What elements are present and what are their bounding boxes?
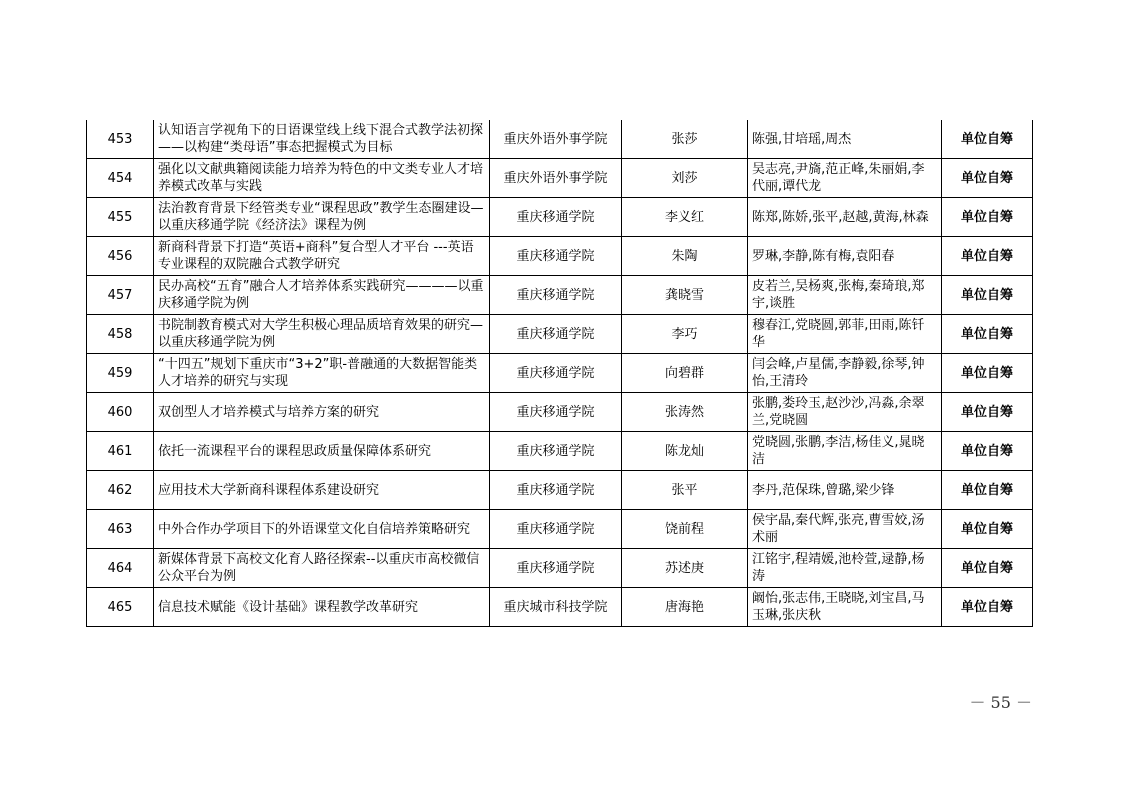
- project-title-cell: 新媒体背景下高校文化育人路径探索--以重庆市高校微信公众平台为例: [154, 549, 490, 588]
- funding-cell: 单位自筹: [942, 276, 1033, 315]
- funding-cell: 单位自筹: [942, 588, 1033, 627]
- project-title-cell: 新商科背景下打造“英语+商科”复合型人才平台 ---英语专业课程的双院融合式教学研究: [154, 237, 490, 276]
- members-cell: 阚怡,张志伟,王晓晓,刘宝昌,马玉琳,张庆秋: [748, 588, 942, 627]
- row-number-cell: 459: [87, 354, 154, 393]
- members-cell: 江铭宇,程靖媛,池柃萱,逯静,杨涛: [748, 549, 942, 588]
- institution-cell: 重庆移通学院: [490, 393, 622, 432]
- project-title-cell: 法治教育背景下经管类专业“课程思政”教学生态圈建设—以重庆移通学院《经济法》课程为例: [154, 198, 490, 237]
- host-name-cell: 饶前程: [622, 510, 748, 549]
- institution-cell: 重庆城市科技学院: [490, 588, 622, 627]
- project-title-cell: 应用技术大学新商科课程体系建设研究: [154, 471, 490, 510]
- row-number-cell: 454: [87, 159, 154, 198]
- institution-cell: 重庆移通学院: [490, 198, 622, 237]
- host-name-cell: 张莎: [622, 120, 748, 159]
- host-name-cell: 陈龙灿: [622, 432, 748, 471]
- row-number-cell: 455: [87, 198, 154, 237]
- host-name-cell: 朱陶: [622, 237, 748, 276]
- funding-cell: 单位自筹: [942, 159, 1033, 198]
- members-cell: 陈强,甘培瑶,周杰: [748, 120, 942, 159]
- host-name-cell: 张平: [622, 471, 748, 510]
- project-title-cell: 书院制教育模式对大学生积极心理品质培育效果的研究—以重庆移通学院为例: [154, 315, 490, 354]
- funding-cell: 单位自筹: [942, 354, 1033, 393]
- project-title-cell: 依托一流课程平台的课程思政质量保障体系研究: [154, 432, 490, 471]
- table-row: [87, 510, 1033, 549]
- project-title-cell: “十四五”规划下重庆市“3+2”职-普融通的大数据智能类人才培养的研究与实现: [154, 354, 490, 393]
- funding-cell: 单位自筹: [942, 510, 1033, 549]
- institution-cell: 重庆移通学院: [490, 276, 622, 315]
- host-name-cell: 龚晓雪: [622, 276, 748, 315]
- project-table: [86, 120, 1033, 627]
- host-name-cell: 张涛然: [622, 393, 748, 432]
- institution-cell: 重庆移通学院: [490, 432, 622, 471]
- funding-cell: 单位自筹: [942, 393, 1033, 432]
- institution-cell: 重庆移通学院: [490, 315, 622, 354]
- funding-cell: 单位自筹: [942, 315, 1033, 354]
- project-title-cell: 双创型人才培养模式与培养方案的研究: [154, 393, 490, 432]
- members-cell: 李丹,范保珠,曾璐,梁少锋: [748, 471, 942, 510]
- host-name-cell: 唐海艳: [622, 588, 748, 627]
- project-title-cell: 中外合作办学项目下的外语课堂文化自信培养策略研究: [154, 510, 490, 549]
- institution-cell: 重庆外语外事学院: [490, 120, 622, 159]
- host-name-cell: 刘莎: [622, 159, 748, 198]
- row-number-cell: 462: [87, 471, 154, 510]
- row-number-cell: 458: [87, 315, 154, 354]
- institution-cell: 重庆移通学院: [490, 549, 622, 588]
- table-row: [87, 471, 1033, 510]
- members-cell: 闫会峰,卢星儒,李静毅,徐琴,钟怡,王清玲: [748, 354, 942, 393]
- table-row: [87, 393, 1033, 432]
- table-row: [87, 120, 1033, 159]
- row-number-cell: 453: [87, 120, 154, 159]
- table-row: [87, 159, 1033, 198]
- table-row: [87, 549, 1033, 588]
- members-cell: 穆春江,党晓圆,郭菲,田雨,陈钎华: [748, 315, 942, 354]
- page-number: － 55 －: [969, 693, 1032, 712]
- host-name-cell: 李义红: [622, 198, 748, 237]
- funding-cell: 单位自筹: [942, 471, 1033, 510]
- table-body: [87, 120, 1033, 627]
- row-number-cell: 463: [87, 510, 154, 549]
- institution-cell: 重庆移通学院: [490, 354, 622, 393]
- institution-cell: 重庆移通学院: [490, 237, 622, 276]
- project-title-cell: 民办高校“五育”融合人才培养体系实践研究————以重庆移通学院为例: [154, 276, 490, 315]
- table-row: [87, 588, 1033, 627]
- members-cell: 罗琳,李静,陈有梅,袁阳春: [748, 237, 942, 276]
- members-cell: 皮若兰,吴杨爽,张梅,秦琦琅,郑宇,谈胜: [748, 276, 942, 315]
- row-number-cell: 464: [87, 549, 154, 588]
- members-cell: 张鹏,娄玲玉,赵沙沙,冯淼,余翠兰,党晓圆: [748, 393, 942, 432]
- members-cell: 陈郑,陈娇,张平,赵越,黄海,林森: [748, 198, 942, 237]
- table-row: [87, 315, 1033, 354]
- table-row: [87, 198, 1033, 237]
- row-number-cell: 460: [87, 393, 154, 432]
- institution-cell: 重庆外语外事学院: [490, 159, 622, 198]
- members-cell: 吴志亮,尹旖,范正峰,朱丽娟,李代丽,谭代龙: [748, 159, 942, 198]
- funding-cell: 单位自筹: [942, 549, 1033, 588]
- table-row: [87, 432, 1033, 471]
- row-number-cell: 457: [87, 276, 154, 315]
- project-title-cell: 认知语言学视角下的日语课堂线上线下混合式教学法初探——以构建“类母语”事态把握模式为目标: [154, 120, 490, 159]
- funding-cell: 单位自筹: [942, 198, 1033, 237]
- project-title-cell: 信息技术赋能《设计基础》课程教学改革研究: [154, 588, 490, 627]
- host-name-cell: 向碧群: [622, 354, 748, 393]
- host-name-cell: 李巧: [622, 315, 748, 354]
- project-title-cell: 强化以文献典籍阅读能力培养为特色的中文类专业人才培养模式改革与实践: [154, 159, 490, 198]
- table-row: [87, 276, 1033, 315]
- institution-cell: 重庆移通学院: [490, 471, 622, 510]
- members-cell: 侯宇晶,秦代辉,张亮,曹雪姣,汤术丽: [748, 510, 942, 549]
- funding-cell: 单位自筹: [942, 432, 1033, 471]
- host-name-cell: 苏述庚: [622, 549, 748, 588]
- row-number-cell: 465: [87, 588, 154, 627]
- table-row: [87, 354, 1033, 393]
- funding-cell: 单位自筹: [942, 237, 1033, 276]
- row-number-cell: 461: [87, 432, 154, 471]
- table-row: [87, 237, 1033, 276]
- institution-cell: 重庆移通学院: [490, 510, 622, 549]
- funding-cell: 单位自筹: [942, 120, 1033, 159]
- row-number-cell: 456: [87, 237, 154, 276]
- members-cell: 党晓圆,张鹏,李洁,杨佳义,晁晓洁: [748, 432, 942, 471]
